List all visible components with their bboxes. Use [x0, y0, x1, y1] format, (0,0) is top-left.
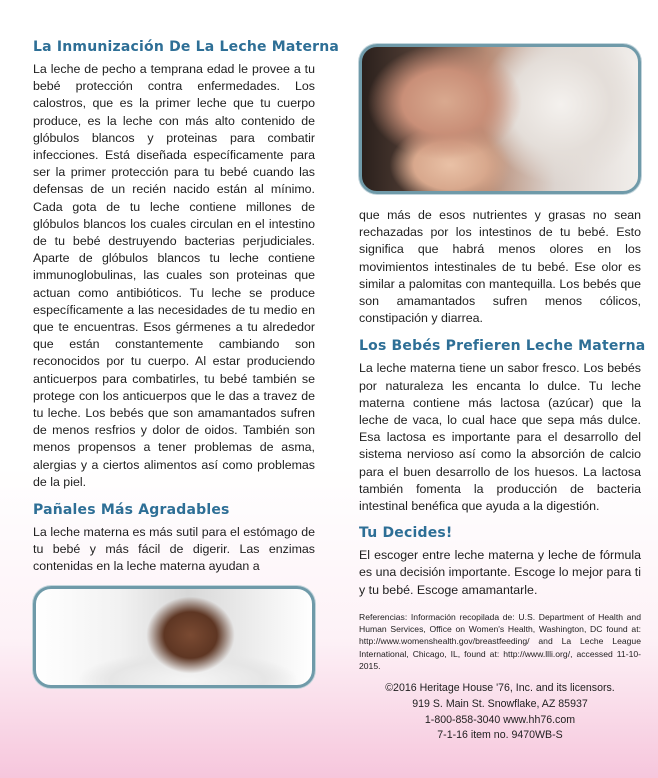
references: Referencias: Información recopilada de: U.S. Department of Health and Human Services, Office on Women's Health, Washington, DC found at: http://www.womenshealth.gov/breastfeeding/ and La Leche League International, Chicago, IL, found at: http://www.llli.org/, accessed 11-10-2015. [359, 611, 641, 672]
decide-paragraph: El escoger entre leche materna y leche de fórmula es una decisión importante. Escoge lo mejor para ti y tu bebé. Escoge amamantarle. [359, 548, 641, 597]
left-column [33, 38, 340, 688]
preference-paragraph: La leche materna tiene un sabor fresco. Los bebés por naturaleza les encanta lo dulce. Tu leche materna contiene más lactosa (azúcar) que la leche de vaca, lo cual hace que sepa más dulce. Esa lactosa es importante para el desarrollo del sistema nervioso así como la absorción de calcio para el buen desarrollo de los huesos. La lactosa también fomenta la producción de bacteria intestinal benéfica que ayuda a la digestión. [359, 361, 641, 514]
footer [359, 681, 641, 743]
decide-heading: Tu Decides! [359, 525, 453, 542]
footer-item-number: 7-1-16 item no. 9470WB-S [437, 729, 563, 742]
immunization-paragraph: La leche de pecho a temprana edad le provee a tu bebé protección contra enfermedades. Los calostros, que es la primer leche que tu cuerpo produce, es la leche con más alto contenido de glóbulos blancos y proteinas para combatir infecciones. Está diseñada específicamente para ser la primer protección para tu bebé cuando las defensas de un recién nacido están al mínimo. Cada gota de tu leche contiene millones de glóbulos blancos los cuales circulan en el intestino de tu bebé destruyendo bacterias perjudiciales. Aparte de glóbulos blancos tu leche contiene immunoglobulinas, las cuales son proteinas que actuan como antibióticos. Tu leche se produce específicamente a las necesidades de tu medio en que te encuentras. Esos gérmenes a tu alrededor que están constantemente cambiando son reconocidos por tu cuerpo. Al estar produciendo anticuerpos para combatirles, tu bebé también se protege con los anticuerpos que le das a travez de tu leche. Los bebés que son amamantados sufren de menos resfrios y dolor de oidos. También son menos propensos a tener problemas de asma, alergias y a ciertos alimentos así como problemas de la piel. [33, 62, 315, 489]
right-column [359, 44, 646, 744]
baby-photo [33, 586, 315, 688]
mother-baby-photo [359, 44, 641, 194]
preference-heading: Los Bebés Prefieren Leche Materna [359, 338, 646, 355]
footer-copyright: ©2016 Heritage House '76, Inc. and its licensors. [385, 682, 615, 695]
footer-contact: 1-800-858-3040 www.hh76.com [424, 713, 576, 726]
diapers-heading: Pañales Más Agradables [33, 502, 230, 519]
diapers-paragraph: La leche materna es más sutil para el estómago de tu bebé y más fácil de digerir. Las enzimas contenidas en la leche materna ayudan a [33, 525, 315, 574]
footer-address: 919 S. Main St. Snowflake, AZ 85937 [412, 697, 588, 710]
diapers-continuation-paragraph: que más de esos nutrientes y grasas no sean rechazadas por los intestinos de tu bebé. Esto significa que habrá menos olores en los movimientos intestinales de tu bebé. Ese olor es similar a palomitas con mantequilla. Los bebés que son amamantados sufren menos cólicos, constipación y diarrea. [359, 208, 641, 326]
immunization-heading: La Inmunización De La Leche Materna [33, 39, 340, 55]
